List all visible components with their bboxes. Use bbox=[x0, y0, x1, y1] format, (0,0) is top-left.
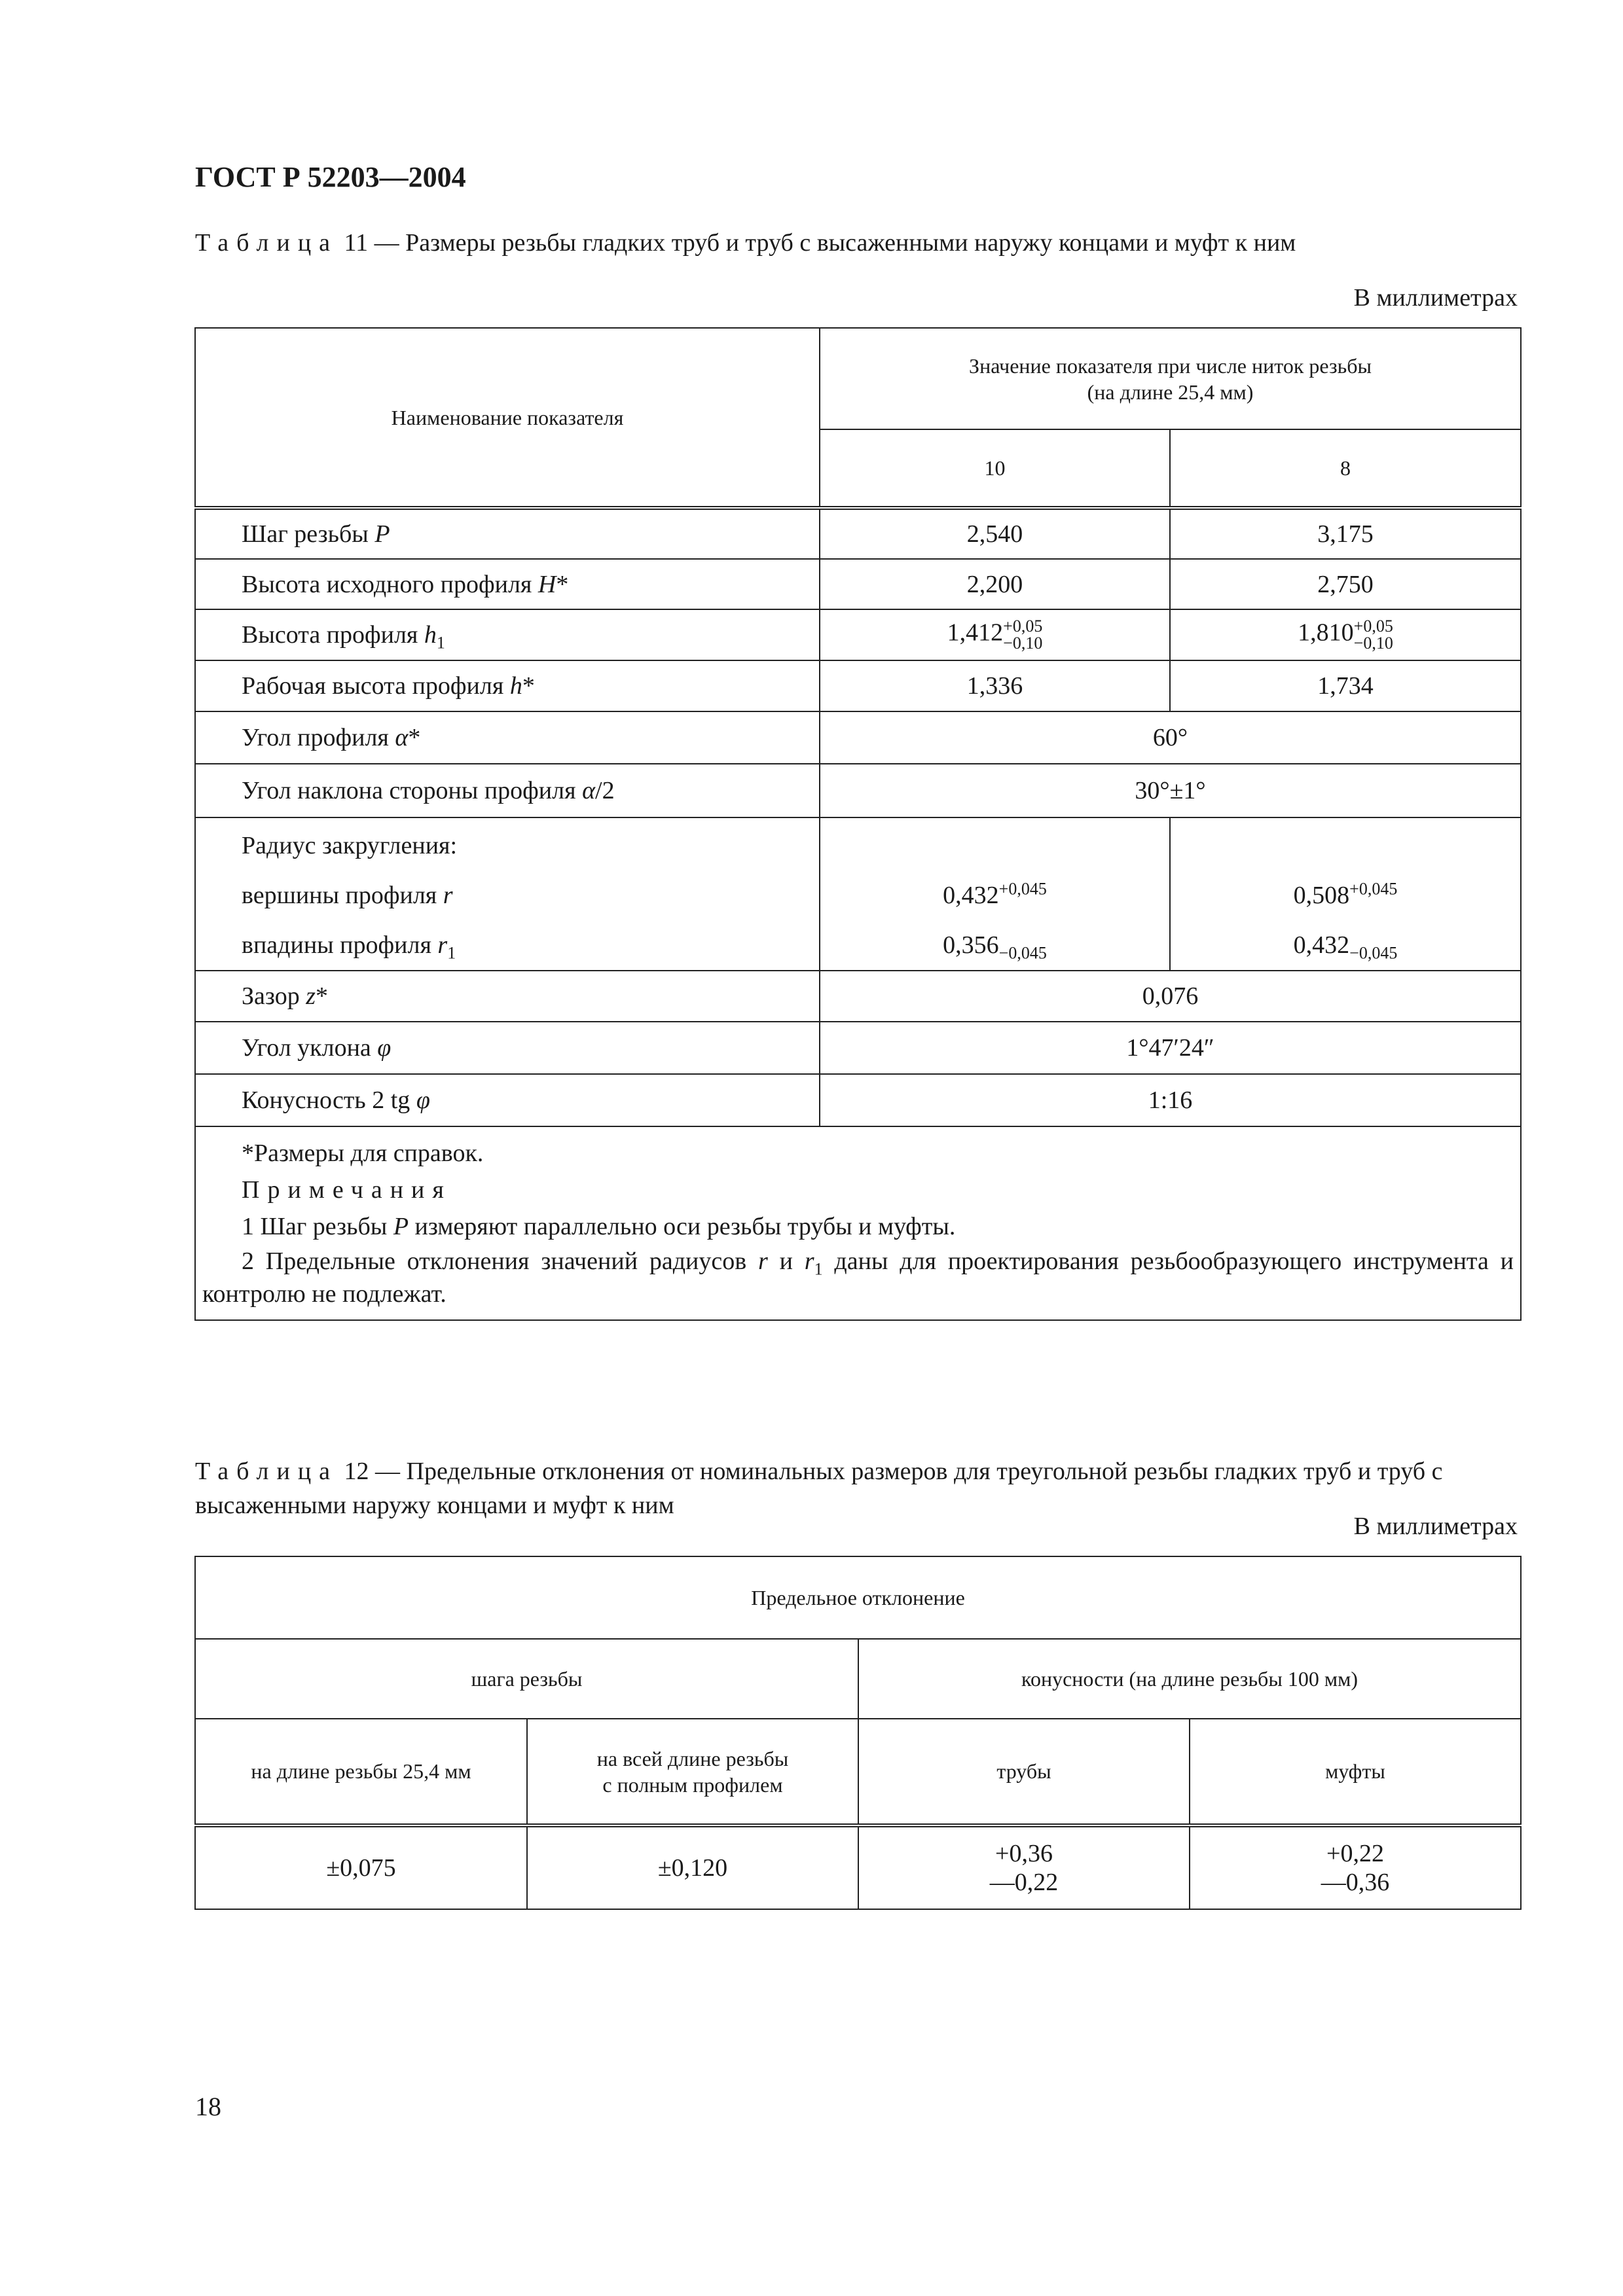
row-value: 1°47′24″ bbox=[820, 1022, 1521, 1074]
row-value: 60° bbox=[820, 711, 1521, 764]
row-value: 1:16 bbox=[820, 1074, 1521, 1126]
table-row bbox=[195, 1022, 1521, 1074]
table11-header-value-line1: Значение показателя при числе ниток резьбы bbox=[969, 353, 1372, 378]
table11-notes bbox=[195, 1126, 1521, 1320]
table-row bbox=[195, 508, 1521, 559]
row-label: Угол наклона стороны профиля α/2 bbox=[195, 764, 820, 817]
row-label: Угол уклона φ bbox=[195, 1022, 820, 1074]
table-row bbox=[195, 764, 1521, 817]
page-number: 18 bbox=[195, 2092, 221, 2121]
footnote: *Размеры для справок. bbox=[242, 1139, 484, 1167]
note-1: 1 Шаг резьбы P измеряют параллельно оси резьбы трубы и муфты. bbox=[242, 1213, 956, 1240]
table-row bbox=[195, 817, 1521, 971]
row-value-8: 1,810+0,05 −0,10 bbox=[1170, 609, 1521, 660]
val-pitch-25: ±0,075 bbox=[195, 1825, 527, 1909]
table12 bbox=[194, 1556, 1522, 1910]
table-row bbox=[195, 660, 1521, 711]
table12-header-top: Предельное отклонение bbox=[195, 1556, 1521, 1639]
val-pipe: +0,36 —0,22 bbox=[858, 1825, 1190, 1909]
row-label: Угол профиля α* bbox=[195, 711, 820, 764]
table12-caption bbox=[195, 1454, 1518, 1522]
table-row bbox=[195, 1074, 1521, 1126]
table11-caption-lead: Таблица bbox=[195, 229, 338, 257]
row-label: Рабочая высота профиля h* bbox=[195, 660, 820, 711]
val-pitch-full: ±0,120 bbox=[527, 1825, 858, 1909]
row-value-10: $0,432^{+0,045}$ $0,356_{-0,045}$ bbox=[820, 817, 1170, 971]
row-value-8: 1,734 bbox=[1170, 660, 1521, 711]
table11-header-10: 10 bbox=[820, 429, 1170, 508]
table-row bbox=[195, 971, 1521, 1022]
row-value-10: 1,336 bbox=[820, 660, 1170, 711]
notes-title: Примечания bbox=[242, 1176, 452, 1204]
note-2: 2 Предельные отклонения значений радиусов r и $r_1$ даны для проектирования резьбообразующего инструмента и контролю не подлежат. bbox=[202, 1247, 1514, 1308]
row-value: 0,076 bbox=[820, 971, 1521, 1022]
row-label: Шаг резьбы P bbox=[195, 508, 820, 559]
table-row bbox=[195, 609, 1521, 660]
table12-caption-lead: Таблица bbox=[195, 1458, 338, 1485]
table11-header-name: Наименование показателя bbox=[195, 328, 820, 508]
row-label: Конусность 2 tg φ bbox=[195, 1074, 820, 1126]
row-value-10: 1,412+0,05 −0,10 bbox=[820, 609, 1170, 660]
table11-header-8: 8 bbox=[1170, 429, 1521, 508]
row-value-10: 2,200 bbox=[820, 559, 1170, 609]
row-value-10: 2,540 bbox=[820, 508, 1170, 559]
table12-col-coupling: муфты bbox=[1190, 1719, 1521, 1825]
table11-caption-text: 11 — Размеры резьбы гладких труб и труб с высаженными наружу концами и муфт к ним bbox=[338, 229, 1296, 257]
table-row bbox=[195, 1825, 1521, 1909]
table11-header-value bbox=[820, 328, 1521, 429]
table11-notes-row bbox=[195, 1126, 1521, 1320]
row-label: Зазор z* bbox=[195, 971, 820, 1022]
table12-units: В миллиметрах bbox=[1353, 1513, 1518, 1540]
table-row bbox=[195, 559, 1521, 609]
row-label: Высота исходного профиля H* bbox=[195, 559, 820, 609]
table12-col-pitch-25: на длине резьбы 25,4 мм bbox=[195, 1719, 527, 1825]
row-value-8: $0,508^{+0,045}$ $0,432_{-0,045}$ bbox=[1170, 817, 1521, 971]
table12-caption-text: 12 — Предельные отклонения от номинальных размеров для треугольной резьбы гладких труб и труб с высаженными наружу концами и муфт к ним bbox=[195, 1458, 1443, 1519]
table11 bbox=[194, 327, 1522, 1321]
row-value-8: 2,750 bbox=[1170, 559, 1521, 609]
table-row bbox=[195, 711, 1521, 764]
val-coupling: +0,22 —0,36 bbox=[1190, 1825, 1521, 1909]
table11-caption bbox=[195, 226, 1518, 260]
row-value: 30°±1° bbox=[820, 764, 1521, 817]
row-label: Радиус закругления: вершины профиля r впадины профиля $r_1$ bbox=[195, 817, 820, 971]
table12-col-pitch-full: на всей длине резьбы с полным профилем bbox=[527, 1719, 858, 1825]
document-code: ГОСТ Р 52203—2004 bbox=[195, 161, 466, 193]
row-label: Высота профиля $h_1$ bbox=[195, 609, 820, 660]
table11-header-value-line2: (на длине 25,4 мм) bbox=[1087, 380, 1254, 404]
table12-col-pipe: трубы bbox=[858, 1719, 1190, 1825]
table12-header-pitch: шага резьбы bbox=[195, 1639, 858, 1719]
table12-header-taper: конусности (на длине резьбы 100 мм) bbox=[858, 1639, 1521, 1719]
table11-units: В миллиметрах bbox=[1353, 284, 1518, 312]
row-value-8: 3,175 bbox=[1170, 508, 1521, 559]
